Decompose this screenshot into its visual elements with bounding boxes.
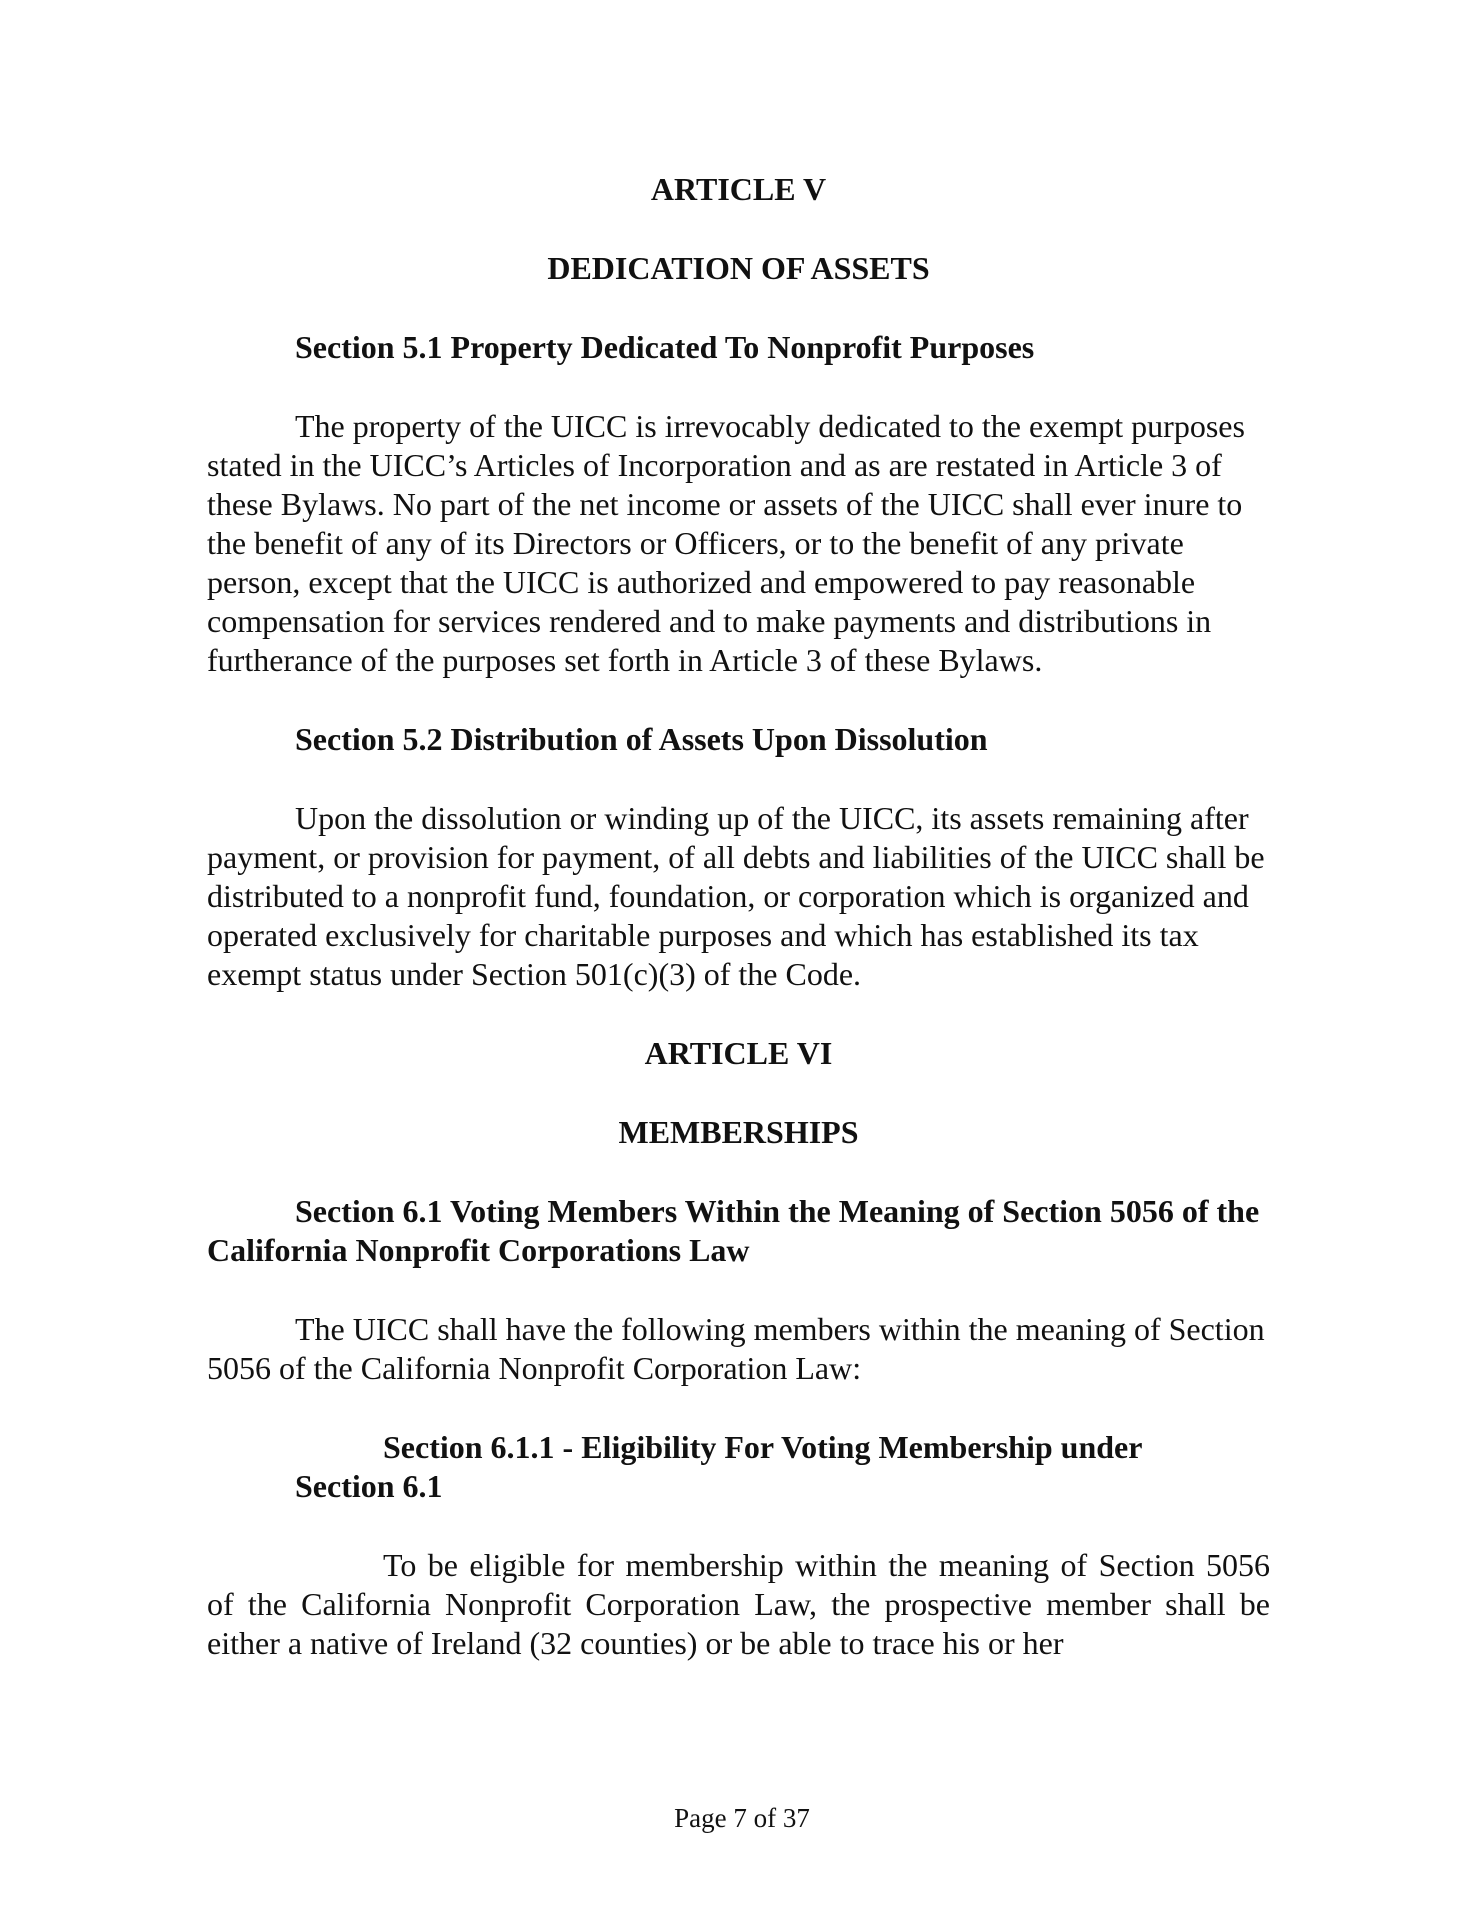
- section-5-1-heading: Section 5.1 Property Dedicated To Nonprofit Purposes: [295, 329, 1035, 365]
- section-5-2-body: Upon the dissolution or winding up of the UICC, its assets remaining after payment, or provision for payment, of all debts and liabilities of the UICC shall be distributed to a nonprofit fund, foundation, or corporation which is organized and operated exclusively for charitable purposes and which has established its tax exempt status under Section 501(c)(3) of the Code.: [207, 800, 1265, 992]
- page-number: Page 7 of 37: [674, 1803, 810, 1833]
- section-6-1-1-heading-line2: Section 6.1: [295, 1468, 443, 1504]
- article-5-number: ARTICLE V: [650, 171, 827, 207]
- section-6-1-1-body: To be eligible for membership within the meaning of Section 5056 of the California Nonprofit Corporation Law, the prospective member shall be either a native of Ireland (32 counties) or be able to trace his or her: [207, 1547, 1270, 1661]
- page-content: [207, 170, 1270, 1663]
- section-6-1-body: The UICC shall have the following members within the meaning of Section 5056 of the California Nonprofit Corporation Law:: [207, 1311, 1265, 1386]
- section-5-1-body: The property of the UICC is irrevocably dedicated to the exempt purposes stated in the UICC’s Articles of Incorporation and as are restated in Article 3 of these Bylaws. No part of the net income or assets of the UICC shall ever inure to the benefit of any of its Directors or Officers, or to the benefit of any private person, except that the UICC is authorized and empowered to pay reasonable compensation for services rendered and to make payments and distributions in furtherance of the purposes set forth in Article 3 of these Bylaws.: [207, 408, 1245, 678]
- section-6-1-heading: Section 6.1 Voting Members Within the Meaning of Section 5056 of the California Nonprofit Corporations Law: [207, 1193, 1260, 1268]
- article-6-number: ARTICLE VI: [644, 1035, 833, 1071]
- section-6-1-1-heading-line1: Section 6.1.1 - Eligibility For Voting Membership under: [383, 1429, 1143, 1465]
- article-5-title: DEDICATION OF ASSETS: [547, 250, 930, 286]
- article-6-title: MEMBERSHIPS: [618, 1114, 859, 1150]
- section-6-1-1-heading: [207, 1428, 1270, 1506]
- section-5-2-heading: Section 5.2 Distribution of Assets Upon Dissolution: [295, 721, 988, 757]
